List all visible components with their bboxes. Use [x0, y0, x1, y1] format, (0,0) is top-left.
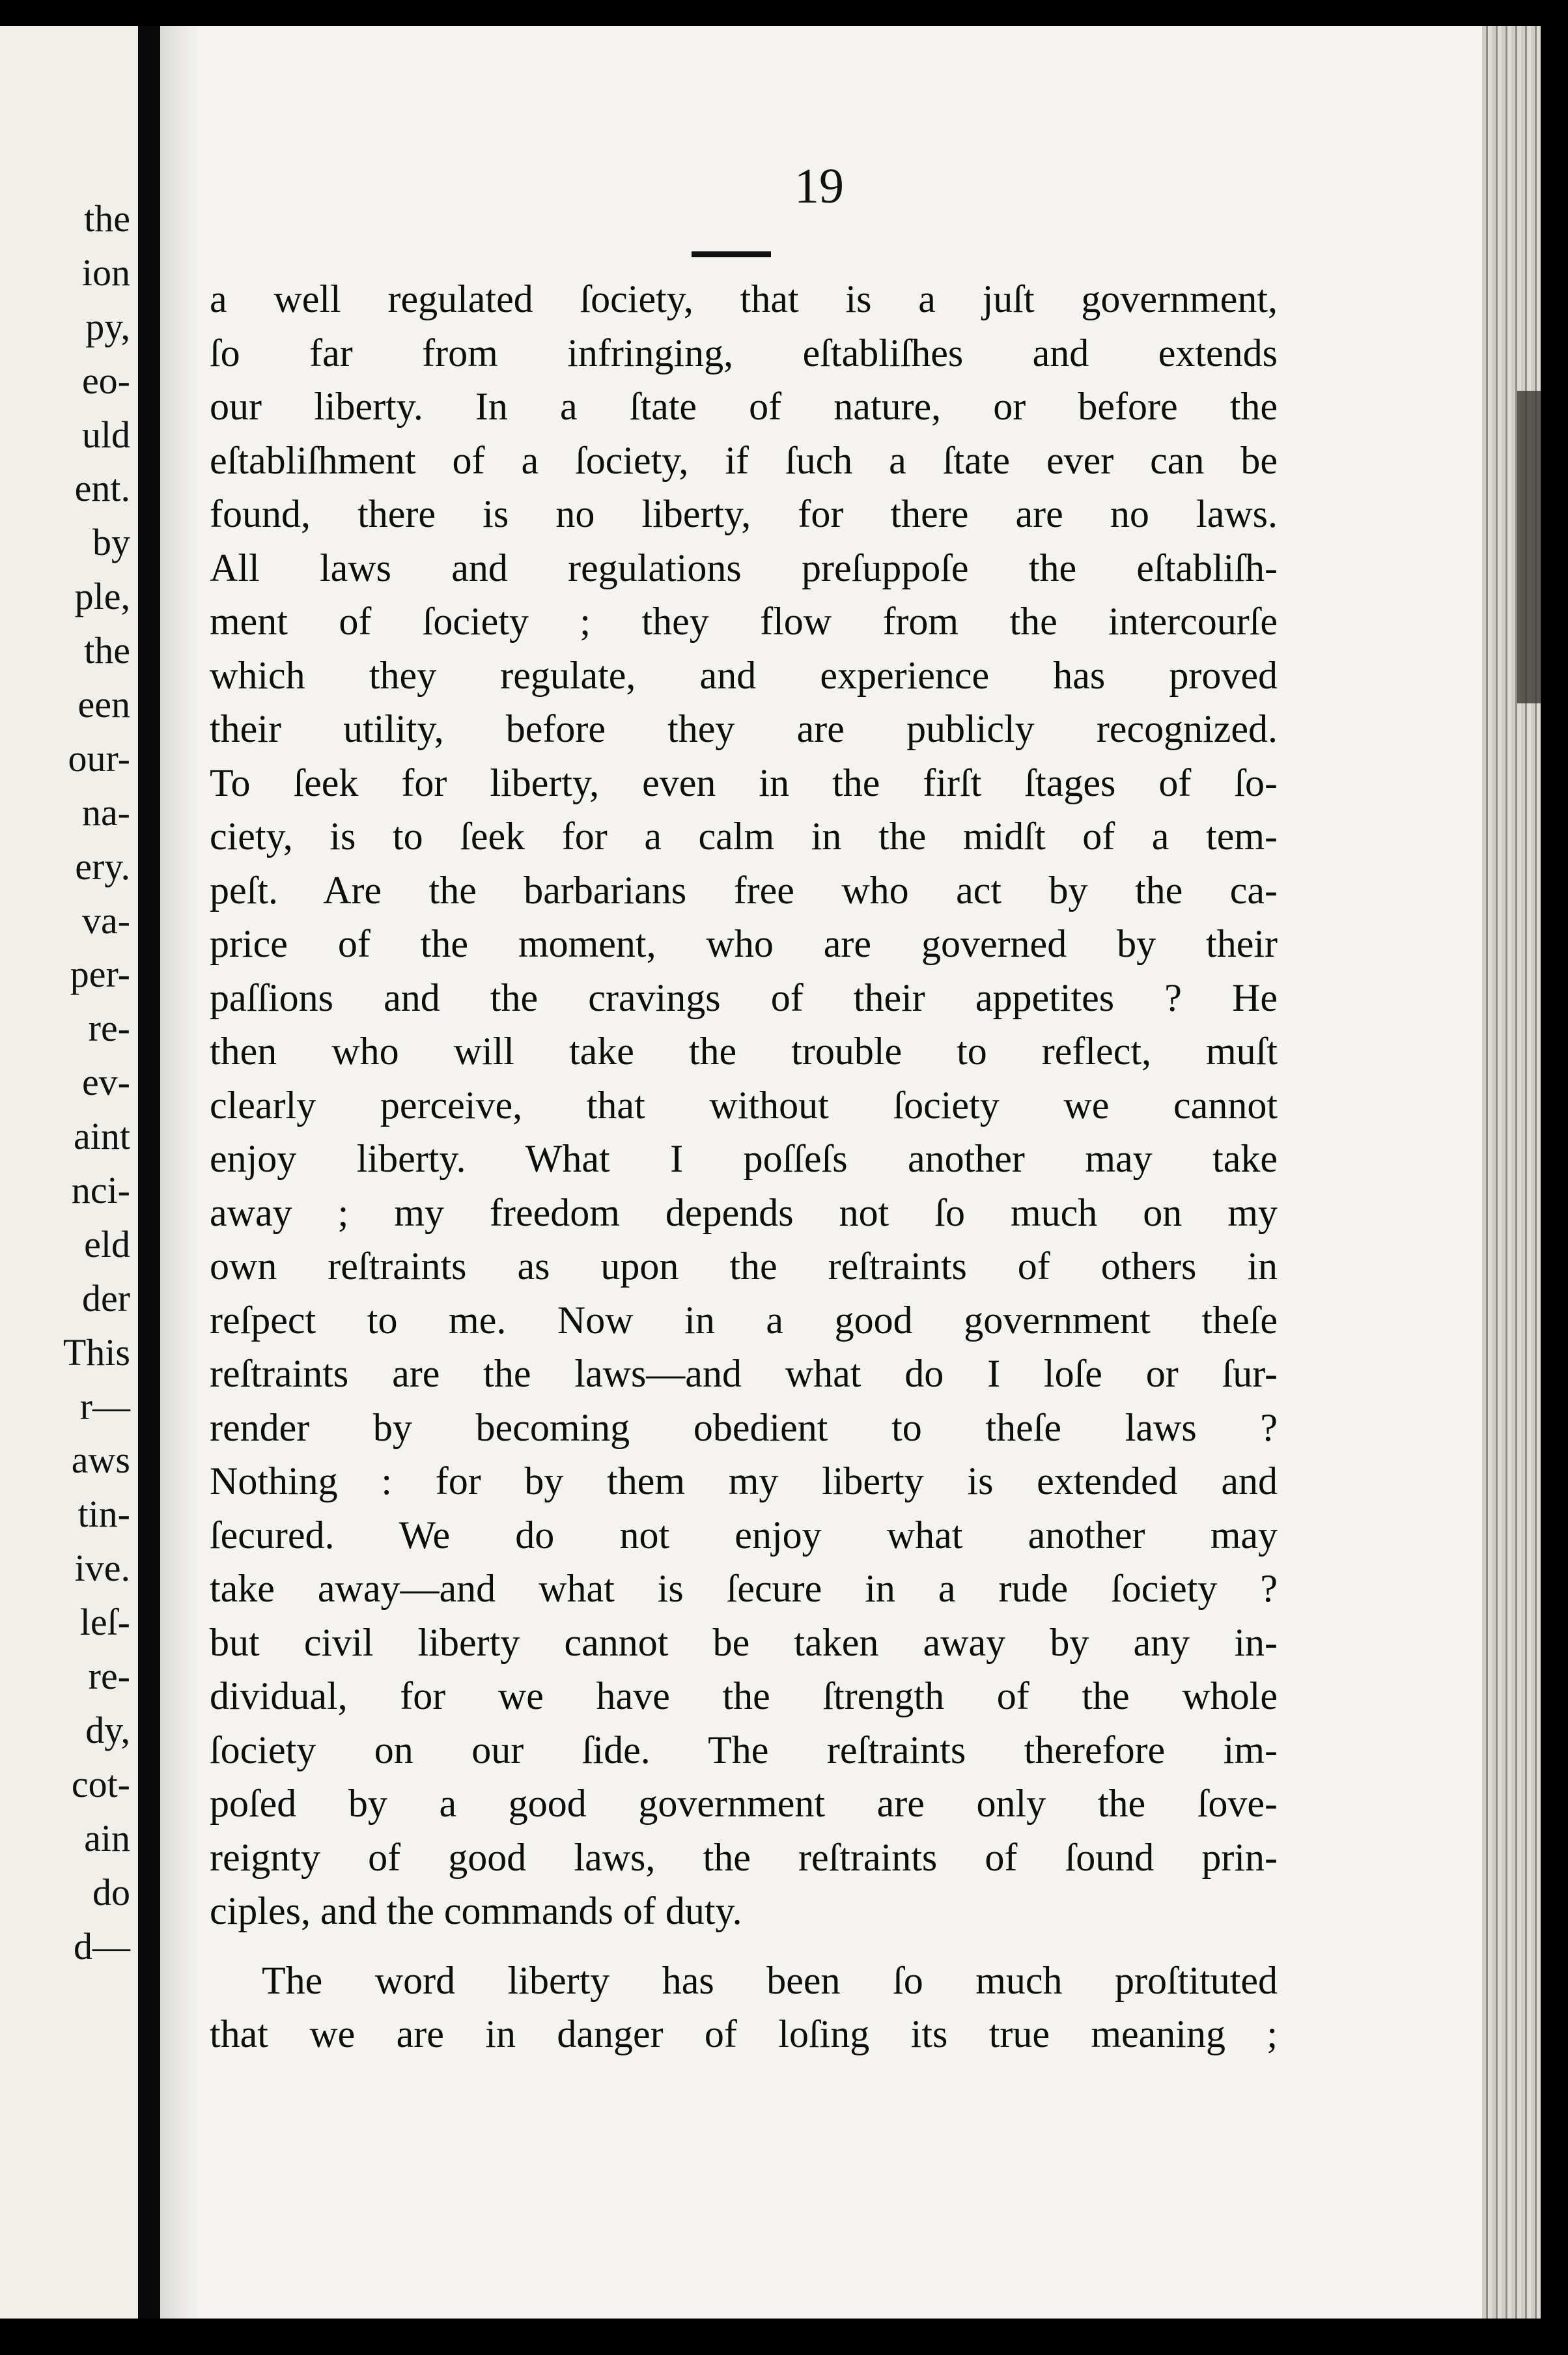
left-page-fragment: do: [92, 1870, 130, 1913]
body-text: [210, 272, 1278, 2061]
left-page-fragment: eo-: [81, 359, 130, 402]
scan-right-border: [1541, 26, 1568, 2355]
gutter-shadow: [160, 26, 199, 2355]
text-line: found, there is no liberty, for there are no laws.: [210, 492, 1278, 535]
text-line: ſociety on our ſide. The reſtraints therefore im-: [210, 1728, 1278, 1771]
text-line: eſtabliſhment of a ſociety, if ſuch a ſtate ever can be: [210, 438, 1278, 482]
text-line: reignty of good laws, the reſtraints of ſound prin-: [210, 1835, 1278, 1879]
left-page-fragment: by: [92, 521, 130, 564]
left-page-fragment: re-: [88, 1655, 130, 1698]
left-page-fragment: d—: [74, 1925, 130, 1967]
text-line: ſo far from infringing, eſtabliſhes and extends: [210, 331, 1278, 374]
left-page-fragment: tin-: [77, 1493, 130, 1536]
left-facing-page: [0, 26, 138, 2355]
page-edges: [1482, 26, 1541, 2355]
text-line: enjoy liberty. What I poſſeſs another may take: [210, 1137, 1278, 1180]
text-line: clearly perceive, that without ſociety we cannot: [210, 1083, 1278, 1127]
left-page-fragment: ple,: [74, 575, 130, 618]
paragraph-gap: [210, 1938, 1278, 1954]
text-line: reſpect to me. Now in a good government theſe: [210, 1298, 1278, 1342]
text-line: peſt. Are the barbarians free who act by the ca-: [210, 868, 1278, 912]
text-line: poſed by a good government are only the ſove-: [210, 1782, 1278, 1825]
text-line: ment of ſociety ; they flow from the intercourſe: [210, 600, 1278, 643]
left-page-fragment: der: [81, 1276, 130, 1319]
left-page-fragment: our-: [68, 737, 130, 780]
page-number: 19: [794, 159, 844, 214]
text-line: then who will take the trouble to reflect, muſt: [210, 1030, 1278, 1073]
left-page-fragment: uld: [81, 413, 130, 456]
text-line: take away—and what is ſecure in a rude ſociety ?: [210, 1567, 1278, 1610]
left-page-fragment: ery.: [75, 845, 130, 888]
text-line: away ; my freedom depends not ſo much on my: [210, 1191, 1278, 1234]
left-page-fragment: per-: [70, 953, 130, 996]
text-line: our liberty. In a ſtate of nature, or before the: [210, 385, 1278, 428]
text-line: render by becoming obedient to theſe laws ?: [210, 1405, 1278, 1449]
text-line: To ſeek for liberty, even in the firſt ſtages of ſo-: [210, 761, 1278, 804]
text-line: but civil liberty cannot be taken away by any in-: [210, 1620, 1278, 1664]
book-gutter: [138, 26, 160, 2355]
left-page-fragment: een: [77, 683, 130, 726]
page-number-rule: [692, 251, 771, 257]
edge-stain: [1517, 391, 1543, 703]
text-line: their utility, before they are publicly recognized.: [210, 707, 1278, 750]
text-line: dividual, for we have the ſtrength of the whole: [210, 1674, 1278, 1717]
left-page-fragment: leſ-: [79, 1601, 130, 1644]
text-line: that we are in danger of loſing its true meaning ;: [210, 2012, 1278, 2055]
scan-bottom-border: [0, 2319, 1568, 2355]
left-page-fragment: dy,: [85, 1708, 130, 1751]
main-page: [160, 26, 1482, 2355]
left-page-fragment: ev-: [81, 1061, 130, 1104]
text-line: which they regulate, and experience has proved: [210, 653, 1278, 697]
text-line: own reſtraints as upon the reſtraints of others in: [210, 1245, 1278, 1288]
left-page-fragment: r—: [79, 1385, 130, 1428]
left-page-fragment: aint: [74, 1115, 130, 1158]
text-line: reſtraints are the laws—and what do I loſe or ſur-: [210, 1352, 1278, 1395]
text-line: ciples, and the commands of duty.: [210, 1889, 742, 1932]
text-line: a well regulated ſociety, that is a juſt government,: [210, 277, 1278, 320]
left-page-fragment: ive.: [74, 1547, 130, 1590]
left-page-fragment: va-: [81, 899, 130, 942]
left-page-fragment: ion: [81, 251, 130, 294]
left-page-fragment: aws: [71, 1439, 130, 1482]
text-line: ciety, is to ſeek for a calm in the midſt of a tem-: [210, 815, 1278, 858]
left-page-fragment: ent.: [74, 467, 130, 510]
text-line: All laws and regulations preſuppoſe the eſtabliſh-: [210, 546, 1278, 589]
left-page-fragment: eld: [84, 1222, 130, 1265]
left-page-fragment: ain: [84, 1816, 130, 1859]
text-line: Nothing : for by them my liberty is extended and: [210, 1460, 1278, 1502]
left-page-fragment: This: [63, 1331, 130, 1374]
text-line: The word liberty has been ſo much proſtituted: [262, 1958, 1278, 2002]
left-page-fragment: nci-: [71, 1169, 130, 1212]
scan-top-border: [0, 0, 1568, 26]
text-line: ſecured. We do not enjoy what another may: [210, 1513, 1278, 1557]
left-page-fragment: the: [84, 197, 130, 240]
left-page-fragment: cot-: [71, 1762, 130, 1805]
left-page-fragment: the: [84, 629, 130, 672]
left-page-fragment: re-: [88, 1007, 130, 1050]
text-line: paſſions and the cravings of their appetites ? He: [210, 976, 1278, 1019]
left-page-fragment: py,: [85, 305, 130, 348]
left-page-fragment: na-: [81, 791, 130, 834]
left-page-text-fragments: [0, 192, 130, 1973]
text-line: price of the moment, who are governed by their: [210, 922, 1278, 965]
